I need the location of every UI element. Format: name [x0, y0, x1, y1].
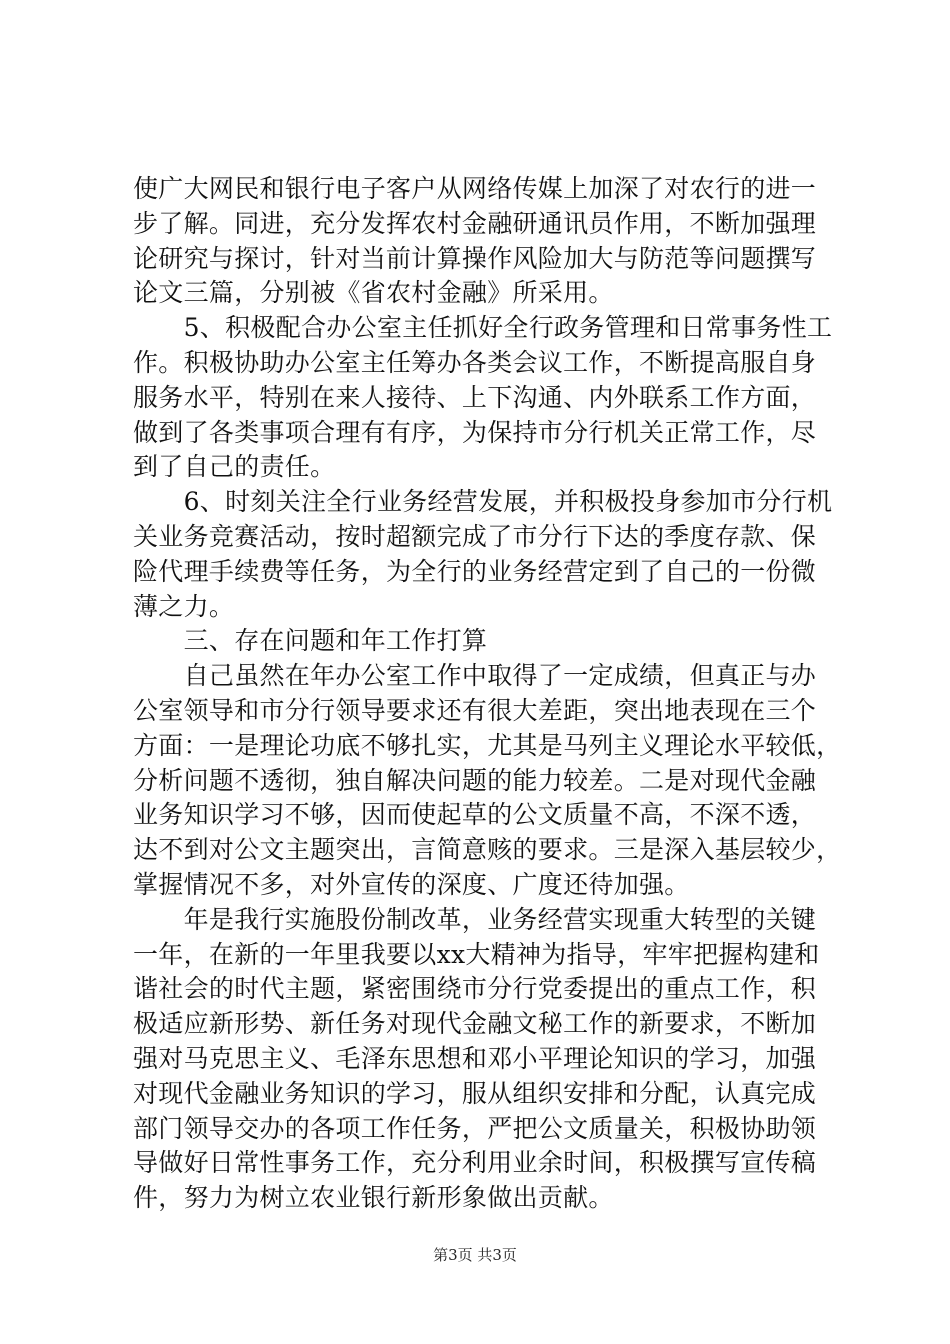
body-text-line: 使广大网民和银行电子客户从网络传媒上加深了对农行的进一 [133, 174, 817, 203]
body-text-line: 公室领导和市分行领导要求还有很大差距，突出地表现在三个 [133, 695, 817, 725]
body-text-line: 做到了各类事项合理有有序，为保持市分行机关正常工作，尽 [133, 417, 817, 447]
body-text-line: 服务水平，特别在来人接待、上下沟通、内外联系工作方面， [133, 382, 817, 412]
body-text-line: 步了解。同进，充分发挥农村金融研通讯员作用，不断加强理 [133, 208, 817, 238]
body-text-line: 年是我行实施股份制改革，业务经营实现重大转型的关键 [133, 904, 817, 934]
body-text-line: 掌握情况不多，对外宣传的深度、广度还待加强。 [133, 869, 690, 899]
body-text-line: 到了自己的责任。 [133, 452, 336, 482]
body-text-line: 一年，在新的一年里我要以xx大精神为指导，牢牢把握构建和 [133, 939, 820, 969]
body-text-line: 达不到对公文主题突出，言简意赅的要求。三是深入基层较少， [133, 835, 842, 865]
body-text-line: 6、时刻关注全行业务经营发展，并积极投身参加市分行机 [133, 487, 833, 517]
body-text-line: 薄之力。 [133, 591, 235, 621]
body-text-line: 5、积极配合办公室主任抓好全行政务管理和日常事务性工 [133, 313, 833, 343]
body-text-line: 自己虽然在年办公室工作中取得了一定成绩，但真正与办 [133, 661, 817, 691]
body-text-line: 分析问题不透彻，独自解决问题的能力较差。二是对现代金融 [133, 765, 817, 795]
body-text-line: 作。积极协助办公室主任筹办各类会议工作，不断提高服自身 [133, 347, 817, 377]
body-text-line: 论研究与探讨，针对当前计算操作风险加大与防范等问题撰写 [133, 243, 817, 273]
page-footer: 第3页 共3页 [433, 1246, 517, 1264]
body-text-line: 谐社会的时代主题，紧密围绕市分行党委提出的重点工作，积 [133, 974, 817, 1004]
body-text-line: 方面：一是理论功底不够扎实，尤其是马列主义理论水平较低， [133, 730, 842, 760]
body-text-line: 关业务竞赛活动，按时超额完成了市分行下达的季度存款、保 [133, 521, 817, 551]
body-text-line: 件，努力为树立农业银行新形象做出贡献。 [133, 1183, 614, 1213]
document-body [133, 172, 842, 1216]
body-text-line: 险代理手续费等任务，为全行的业务经营定到了自己的一份微 [133, 556, 817, 586]
body-text-line: 三、存在问题和年工作打算 [133, 626, 488, 656]
body-text-line: 对现代金融业务知识的学习，服从组织安排和分配，认真完成 [133, 1078, 817, 1108]
body-text-line: 部门领导交办的各项工作任务，严把公文质量关，积极协助领 [133, 1113, 817, 1143]
body-text-line: 极适应新形势、新任务对现代金融文秘工作的新要求，不断加 [133, 1009, 817, 1039]
body-text-line: 论文三篇，分别被《省农村金融》所采用。 [133, 278, 614, 308]
body-text-line: 导做好日常性事务工作，充分利用业余时间，积极撰写宣传稿 [133, 1148, 817, 1178]
body-text-line: 强对马克思主义、毛泽东思想和邓小平理论知识的学习，加强 [133, 1043, 817, 1073]
body-text-line: 业务知识学习不够，因而使起草的公文质量不高，不深不透， [133, 800, 817, 830]
